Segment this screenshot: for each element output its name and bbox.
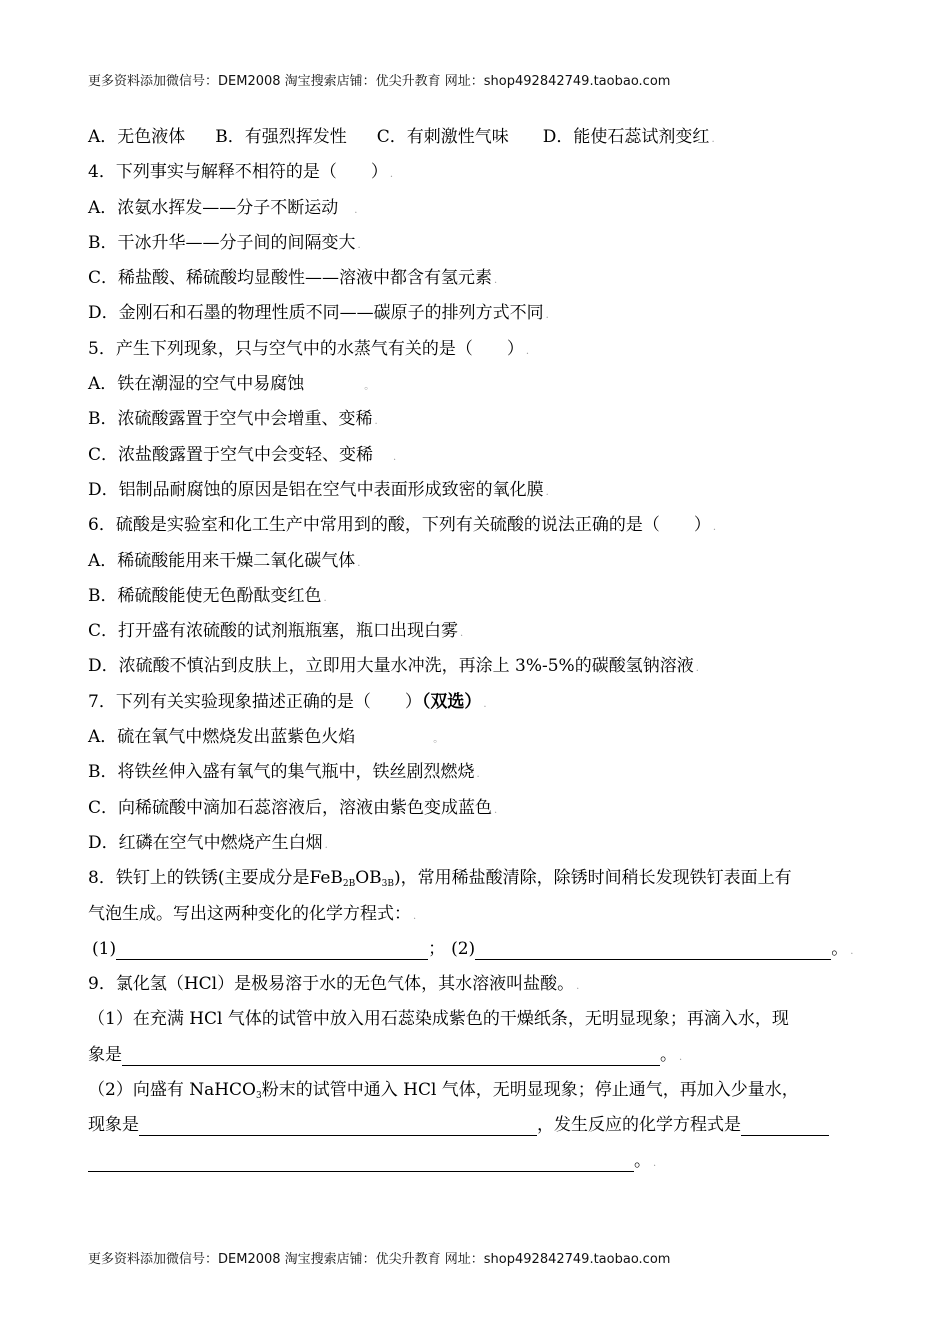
q9-part2-blank-1[interactable] bbox=[139, 1115, 537, 1136]
q8-stem-line2: 气泡生成。写出这两种变化的化学方程式： . bbox=[88, 903, 417, 924]
q9-part2-text-b: 粉末的试管中通入 HCl 气体，无明显现象；停止通气，再加入少量水， bbox=[261, 1080, 799, 1101]
q7-option-c-text: C．向稀硫酸中滴加石蕊溶液后，溶液由紫色变成蓝色 bbox=[88, 797, 493, 818]
q8-separator: ； bbox=[428, 938, 446, 959]
q3-option-b: B．有强烈挥发性 bbox=[215, 127, 347, 147]
q6-option-c-text: C．打开盛有浓硫酸的试剂瓶瓶塞，瓶口出现白雾 bbox=[88, 621, 459, 642]
q5-option-b: B．浓硫酸露置于空气中会增重、变稀 . bbox=[88, 409, 378, 430]
q5-option-a: A．铁在潮湿的空气中易腐蚀 。 bbox=[88, 374, 375, 395]
q8-blank-1[interactable] bbox=[116, 939, 428, 960]
question-content bbox=[88, 120, 868, 1179]
q9-part2-text-d: ，发生反应的化学方程式是 bbox=[537, 1115, 741, 1136]
q9-part2-line1 bbox=[88, 1073, 868, 1108]
q7-option-b: B．将铁丝伸入盛有氧气的集气瓶中，铁丝剧烈燃烧 . bbox=[88, 762, 480, 783]
q3-option-a: A．无色液体 bbox=[88, 127, 186, 147]
q7-option-a: A．硫在氧气中燃烧发出蓝紫色火焰 。 bbox=[88, 727, 444, 748]
q9-part1-line2: 象是 。 . bbox=[88, 1044, 683, 1065]
q4-option-b: B．干冰升华——分子间的间隔变大 . bbox=[88, 232, 361, 253]
q5-option-d-text: D．铝制品耐腐蚀的原因是铝在空气中表面形成致密的氧化膜 bbox=[88, 479, 544, 500]
q7-option-c: C．向稀硫酸中滴加石蕊溶液后，溶液由紫色变成蓝色 . bbox=[88, 797, 498, 818]
q8-blank-1-label: (1) bbox=[92, 938, 117, 959]
q9-part2-end: 。 bbox=[634, 1150, 651, 1171]
q5-option-c: C．浓盐酸露置于空气中会变轻、变稀 . bbox=[88, 444, 397, 465]
q9-part1-text: （1）在充满 HCl 气体的试管中放入用石蕊染成紫色的干燥纸条，无明显现象；再滴入水，现 bbox=[88, 1009, 789, 1030]
q5-stem-text: 5．产生下列现象，只与空气中的水蒸气有关的是（ ） bbox=[88, 338, 524, 359]
q7-stem-text: 7．下列有关实验现象描述正确的是（ ） bbox=[88, 691, 422, 712]
q5-option-c-text: C．浓盐酸露置于空气中会变轻、变稀 bbox=[88, 444, 374, 465]
q9-part1-end: 。 bbox=[660, 1044, 677, 1065]
q4-option-c: C．稀盐酸、稀硫酸均显酸性——溶液中都含有氢元素 . bbox=[88, 268, 498, 289]
q9-part1-label: 象是 bbox=[88, 1044, 122, 1065]
q9-part2-blank-2b[interactable] bbox=[88, 1151, 634, 1172]
q3-option-d: D．能使石蕊试剂变红 bbox=[542, 127, 710, 147]
q6-option-c: C．打开盛有浓硫酸的试剂瓶瓶塞，瓶口出现白雾 . bbox=[88, 621, 464, 642]
q6-option-b: B．稀硫酸能使无色酚酞变红色 . bbox=[88, 585, 327, 606]
q4-option-d-text: D．金刚石和石墨的物理性质不同——碳原子的排列方式不同 bbox=[88, 303, 544, 324]
q6-option-a: A．稀硫酸能用来干燥二氧化碳气体 . bbox=[88, 550, 361, 571]
q6-option-b-text: B．稀硫酸能使无色酚酞变红色 bbox=[88, 585, 322, 606]
q5-option-d: D．铝制品耐腐蚀的原因是铝在空气中表面形成致密的氧化膜 . bbox=[88, 479, 549, 500]
q9-part2-sub: 3 bbox=[256, 1091, 262, 1102]
q3-options: A．无色液体 B．有强烈挥发性 C．有刺激性气味 D．能使石蕊试剂变红 . bbox=[88, 127, 715, 147]
q8-text-2: OB bbox=[355, 868, 382, 889]
q5-option-a-text: A．铁在潮湿的空气中易腐蚀 bbox=[88, 374, 305, 395]
q8-answer-line: (1) ； (2) 。 . bbox=[92, 938, 854, 959]
q6-option-d: D．浓硫酸不慎沾到皮肤上，立即用大量水冲洗，再涂上 3%-5%的碳酸氢钠溶液 . bbox=[88, 656, 699, 677]
q5-option-b-text: B．浓硫酸露置于空气中会增重、变稀 bbox=[88, 409, 373, 430]
q6-option-d-text: D．浓硫酸不慎沾到皮肤上，立即用大量水冲洗，再涂上 3%-5%的碳酸氢钠溶液 bbox=[88, 656, 694, 677]
q5-stem: 5．产生下列现象，只与空气中的水蒸气有关的是（ ） . bbox=[88, 338, 530, 359]
q8-text-1: 8．铁钉上的铁锈(主要成分是FeB bbox=[88, 868, 343, 889]
q9-part1-blank[interactable] bbox=[122, 1045, 660, 1066]
q4-stem: 4．下列事实与解释不相符的是（ ） . bbox=[88, 162, 394, 183]
q4-stem-text: 4．下列事实与解释不相符的是（ ） bbox=[88, 162, 388, 183]
page-footer: 更多资料添加微信号：DEM2008 淘宝搜索店铺：优尖升教育 网址：shop492842749.taobao.com bbox=[88, 1252, 671, 1267]
q6-option-a-text: A．稀硫酸能用来干燥二氧化碳气体 bbox=[88, 550, 356, 571]
q8-stem-line1 bbox=[88, 861, 868, 896]
q7-option-d-text: D．红磷在空气中燃烧产生白烟 bbox=[88, 832, 323, 853]
q9-part1-line1 bbox=[88, 1002, 868, 1037]
q7-double-choice-tag: （双选） bbox=[421, 691, 482, 712]
q9-part2-line3: 。 . bbox=[88, 1144, 868, 1179]
q6-stem-text: 6．硫酸是实验室和化工生产中常用到的酸，下列有关硫酸的说法正确的是（ ） bbox=[88, 515, 711, 536]
q4-option-d: D．金刚石和石墨的物理性质不同——碳原子的排列方式不同 . bbox=[88, 303, 549, 324]
q7-stem: 7．下列有关实验现象描述正确的是（ ）（双选） . bbox=[88, 691, 487, 712]
q8-text-4: 气泡生成。写出这两种变化的化学方程式： bbox=[88, 903, 411, 924]
q9-part2-line2 bbox=[88, 1108, 868, 1143]
q4-option-a-text: A．浓氨水挥发——分子不断运动 bbox=[88, 197, 339, 218]
q9-stem: 9．氯化氢（HCl）是极易溶于水的无色气体，其水溶液叫盐酸。 . bbox=[88, 974, 580, 995]
q3-option-c: C．有刺激性气味 bbox=[376, 127, 509, 147]
q8-blank-2-label: (2) bbox=[451, 938, 476, 959]
q9-part2-label: 现象是 bbox=[88, 1115, 139, 1136]
q7-option-b-text: B．将铁丝伸入盛有氧气的集气瓶中，铁丝剧烈燃烧 bbox=[88, 762, 475, 783]
q6-stem: 6．硫酸是实验室和化工生产中常用到的酸，下列有关硫酸的说法正确的是（ ） . bbox=[88, 515, 717, 536]
q8-blank-2[interactable] bbox=[475, 939, 831, 960]
page-header: 更多资料添加微信号：DEM2008 淘宝搜索店铺：优尖升教育 网址：shop492842749.taobao.com bbox=[88, 74, 671, 89]
q7-option-a-text: A．硫在氧气中燃烧发出蓝紫色火焰 bbox=[88, 727, 356, 748]
q4-option-c-text: C．稀盐酸、稀硫酸均显酸性——溶液中都含有氢元素 bbox=[88, 268, 493, 289]
q7-option-d: D．红磷在空气中燃烧产生白烟 . bbox=[88, 832, 328, 853]
q8-sub-2: 3B bbox=[381, 879, 394, 890]
q8-end: 。 bbox=[831, 938, 849, 959]
q8-sub-1: 2B bbox=[342, 879, 356, 890]
q9-part2-text-a: （2）向盛有 NaHCO bbox=[88, 1080, 256, 1101]
q8-text-3: )，常用稀盐酸清除，除锈时间稍长发现铁钉表面上有 bbox=[394, 868, 792, 889]
q4-option-a: A．浓氨水挥发——分子不断运动 . bbox=[88, 197, 358, 218]
q4-option-b-text: B．干冰升华——分子间的间隔变大 bbox=[88, 232, 356, 253]
q9-part2-blank-2a[interactable] bbox=[741, 1115, 829, 1136]
q9-stem-text: 9．氯化氢（HCl）是极易溶于水的无色气体，其水溶液叫盐酸。 bbox=[88, 974, 575, 995]
